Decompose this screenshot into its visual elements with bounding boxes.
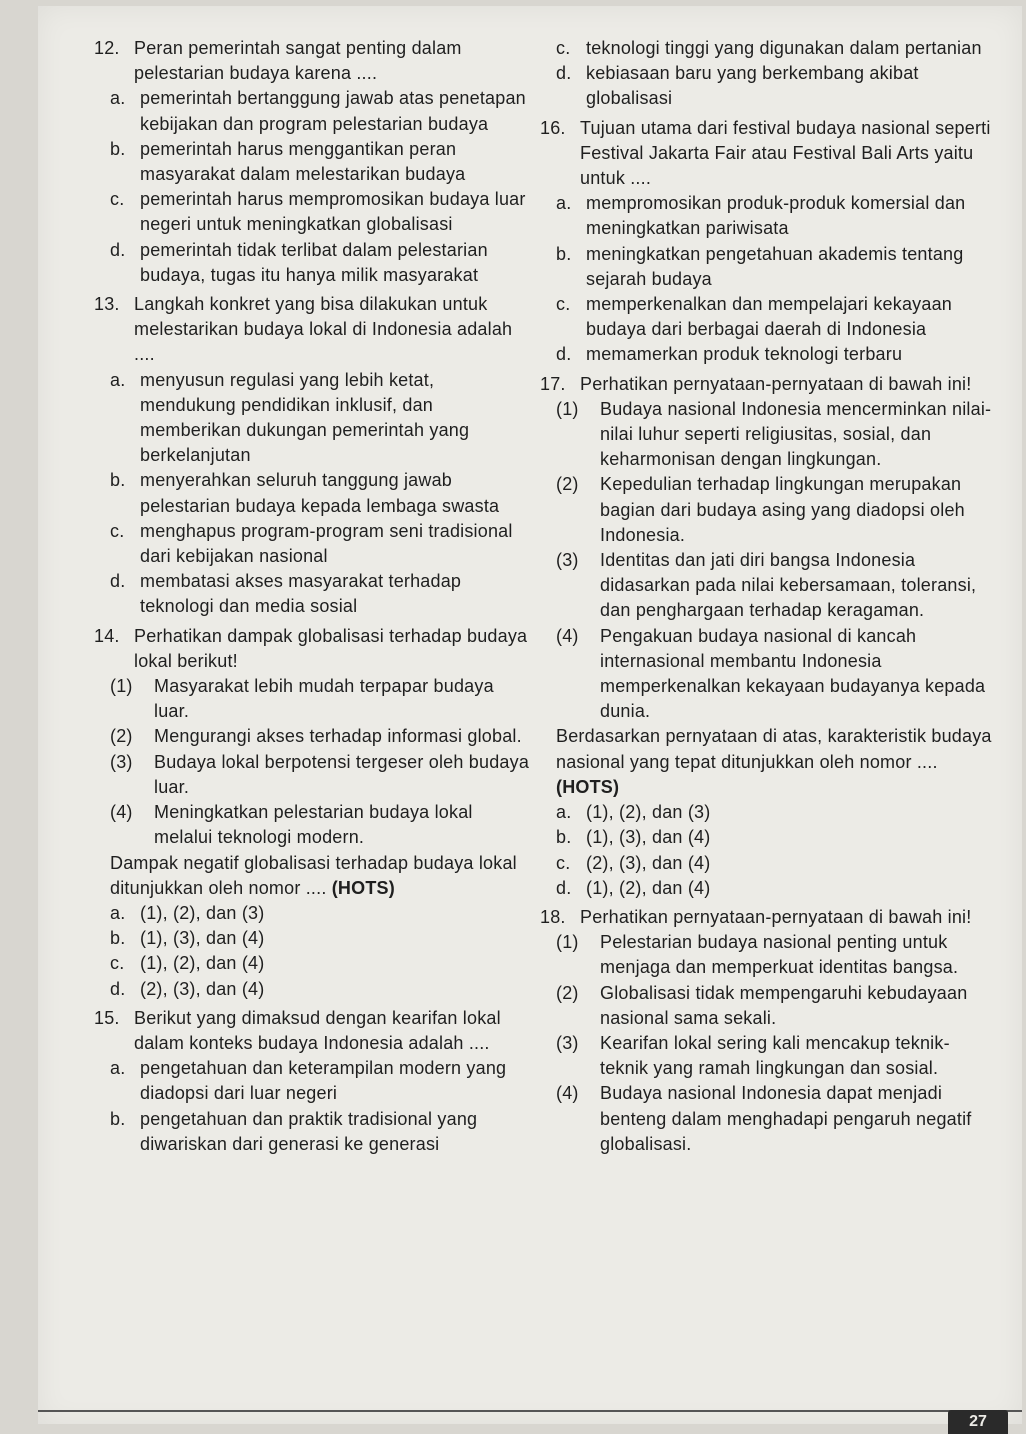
- statement-label: (1): [556, 398, 579, 419]
- right-column: [540, 36, 996, 1157]
- option-label: c.: [110, 953, 125, 974]
- statement-label: (3): [556, 550, 579, 571]
- question-number: 17.: [540, 373, 566, 394]
- question-text: Berikut yang dimaksud dengan kearifan lokal dalam konteks budaya Indonesia adalah ....: [134, 1007, 501, 1053]
- option-label: a.: [110, 902, 126, 923]
- question-number: 14.: [94, 625, 120, 646]
- question-14: [94, 624, 530, 1002]
- option-label: d.: [556, 877, 572, 898]
- statement-text: Budaya lokal berpotensi tergeser oleh budaya luar.: [154, 751, 530, 797]
- statement-label: (2): [110, 726, 133, 747]
- question-number: 16.: [540, 117, 566, 138]
- worksheet-page: [38, 6, 1022, 1430]
- page-number: 27: [948, 1410, 1008, 1434]
- statement-label: (2): [556, 474, 579, 495]
- option-text: pemerintah harus menggantikan peran masyarakat dalam melestarikan budaya: [140, 138, 466, 185]
- statement-label: (4): [556, 625, 579, 646]
- statement-text: Identitas dan jati diri bangsa Indonesia didasarkan pada nilai kebersamaan, toleransi, dan penghargaan terhadap keragaman.: [600, 550, 977, 621]
- option-text: menyerahkan seluruh tanggung jawab pelestarian budaya kepada lembaga swasta: [140, 470, 500, 516]
- statement-text: Pelestarian budaya nasional penting untuk menjaga dan memperkuat identitas bangsa.: [600, 932, 959, 978]
- statement-text: Budaya nasional Indonesia dapat menjadi benteng dalam menghadapi pengaruh negatif globalisasi.: [600, 1083, 972, 1154]
- option-text: meningkatkan pengetahuan akademis tentang sejarah budaya: [586, 243, 964, 289]
- option-label: d.: [556, 344, 572, 365]
- option-text: (2), (3), dan (4): [140, 978, 265, 999]
- statement-label: (3): [556, 1032, 579, 1053]
- option-text: pengetahuan dan keterampilan modern yang diadopsi dari luar negeri: [140, 1058, 507, 1104]
- option-label: b.: [110, 470, 126, 491]
- question-17: [540, 372, 996, 901]
- option-text: (1), (2), dan (3): [140, 902, 265, 923]
- option-text: pengetahuan dan praktik tradisional yang diwariskan dari generasi ke generasi: [140, 1108, 478, 1154]
- option-text: mempromosikan produk-produk komersial dan meningkatkan pariwisata: [586, 193, 966, 239]
- option-label: a.: [110, 369, 126, 390]
- option-text: (1), (2), dan (4): [140, 953, 265, 974]
- option-label: d.: [110, 571, 126, 592]
- option-text: pemerintah bertanggung jawab atas penetapan kebijakan dan program pelestarian budaya: [140, 88, 526, 134]
- statement-label: (4): [110, 802, 133, 823]
- question-number: 15.: [94, 1007, 120, 1028]
- option-label: d.: [110, 239, 126, 260]
- option-label: c.: [556, 38, 571, 58]
- statement-label: (1): [110, 676, 133, 697]
- option-label: a.: [110, 1058, 126, 1079]
- option-label: c.: [556, 852, 571, 873]
- option-text: memperkenalkan dan mempelajari kekayaan budaya dari berbagai daerah di Indonesia: [586, 294, 952, 340]
- option-label: b.: [556, 827, 572, 848]
- question-15: [94, 1006, 530, 1157]
- statement-text: Kepedulian terhadap lingkungan merupakan bagian dari budaya asing yang diadopsi oleh Indonesia.: [600, 474, 965, 545]
- question-prompt: Berdasarkan pernyataan di atas, karakteristik budaya nasional yang tepat ditunjukkan oleh nomor ....: [556, 726, 992, 772]
- option-label: d.: [556, 63, 572, 84]
- option-label: b.: [556, 243, 572, 264]
- option-text: (1), (3), dan (4): [586, 827, 711, 848]
- question-18: [540, 905, 996, 1157]
- option-text: menghapus program-program seni tradisional dari kebijakan nasional: [140, 520, 513, 567]
- option-label: a.: [556, 802, 572, 823]
- option-text: memamerkan produk teknologi terbaru: [586, 344, 903, 365]
- question-number: 12.: [94, 38, 120, 58]
- option-text: pemerintah tidak terlibat dalam pelestarian budaya, tugas itu hanya milik masyarakat: [140, 239, 488, 285]
- option-text: (1), (2), dan (4): [586, 877, 711, 898]
- question-12: [94, 36, 530, 288]
- statement-label: (2): [556, 982, 579, 1003]
- statement-text: Pengakuan budaya nasional di kancah internasional membantu Indonesia memperkenalkan kekayaan budayanya kepada dunia.: [600, 625, 986, 722]
- question-text: Langkah konkret yang bisa dilakukan untuk melestarikan budaya lokal di Indonesia adalah ....: [134, 294, 513, 365]
- option-text: menyusun regulasi yang lebih ketat, mendukung pendidikan inklusif, dan memberikan dukungan pemerintah yang berkelanjutan: [140, 369, 470, 466]
- question-text: Tujuan utama dari festival budaya nasional seperti Festival Jakarta Fair atau Festival Bali Arts yaitu untuk ....: [580, 117, 991, 189]
- question-number: 13.: [94, 294, 120, 315]
- option-label: c.: [110, 189, 125, 210]
- hots-tag: (HOTS): [556, 776, 620, 797]
- question-number: 18.: [540, 906, 566, 927]
- statement-text: Masyarakat lebih mudah terpapar budaya luar.: [154, 676, 494, 722]
- option-label: a.: [556, 193, 572, 214]
- question-16: [540, 116, 996, 368]
- hots-tag: (HOTS): [331, 877, 395, 898]
- option-text: (1), (3), dan (4): [140, 928, 265, 949]
- option-label: b.: [110, 1108, 126, 1129]
- option-label: d.: [110, 978, 126, 999]
- footer-rule: [38, 1410, 1022, 1412]
- option-text: teknologi tinggi yang digunakan dalam pertanian: [586, 38, 982, 58]
- statement-text: Mengurangi akses terhadap informasi global.: [154, 726, 522, 747]
- question-prompt: Dampak negatif globalisasi terhadap budaya lokal ditunjukkan oleh nomor ....: [110, 852, 517, 898]
- question-text: Perhatikan dampak globalisasi terhadap budaya lokal berikut!: [134, 625, 528, 671]
- question-13: [94, 292, 530, 620]
- statement-text: Kearifan lokal sering kali mencakup teknik-teknik yang ramah lingkungan dan sosial.: [600, 1032, 950, 1079]
- option-label: c.: [556, 294, 571, 315]
- option-text: membatasi akses masyarakat terhadap teknologi dan media sosial: [140, 571, 462, 617]
- option-text: (1), (2), dan (3): [586, 802, 711, 823]
- question-text: Peran pemerintah sangat penting dalam pelestarian budaya karena ....: [134, 38, 462, 84]
- question-15-continued: [556, 36, 996, 112]
- option-label: a.: [110, 88, 126, 109]
- statement-text: Budaya nasional Indonesia mencerminkan nilai-nilai luhur seperti religiusitas, sosial, dan keharmonisan dengan lingkungan.: [600, 398, 992, 470]
- statement-text: Meningkatkan pelestarian budaya lokal melalui teknologi modern.: [154, 802, 473, 848]
- option-label: b.: [110, 138, 126, 159]
- option-text: kebiasaan baru yang berkembang akibat globalisasi: [586, 63, 919, 109]
- option-text: pemerintah harus mempromosikan budaya luar negeri untuk meningkatkan globalisasi: [140, 189, 526, 235]
- question-text: Perhatikan pernyataan-pernyataan di bawah ini!: [580, 906, 972, 927]
- question-text: Perhatikan pernyataan-pernyataan di bawah ini!: [580, 373, 972, 394]
- statement-label: (3): [110, 751, 133, 772]
- statement-text: Globalisasi tidak mempengaruhi kebudayaan nasional sama sekali.: [600, 982, 968, 1028]
- option-label: c.: [110, 520, 125, 541]
- option-text: (2), (3), dan (4): [586, 852, 711, 873]
- left-column: [94, 36, 530, 1157]
- statement-label: (4): [556, 1083, 579, 1104]
- statement-label: (1): [556, 932, 579, 953]
- option-label: b.: [110, 928, 126, 949]
